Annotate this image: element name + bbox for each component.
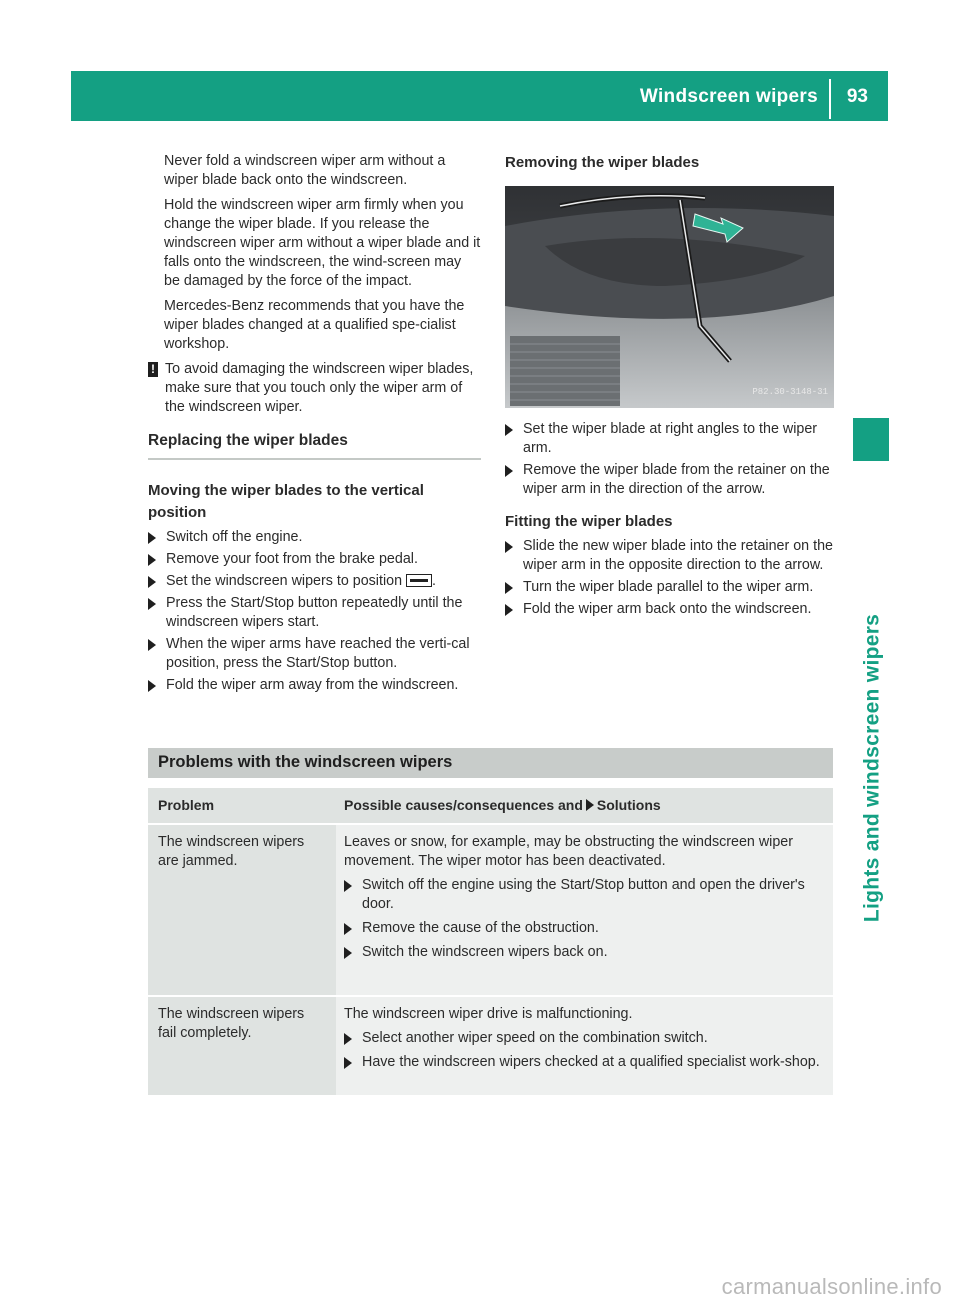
section-heading-replacing: Replacing the wiper blades (148, 431, 481, 460)
causes-cell (336, 997, 833, 1095)
step-text: Remove your foot from the brake pedal. (166, 551, 418, 567)
step-arrow-icon (344, 1033, 352, 1045)
table-header-row (148, 788, 833, 823)
column-header-causes-prefix: Possible causes/consequences and (344, 797, 583, 813)
instruction-step (148, 676, 481, 695)
instruction-step (148, 635, 481, 673)
heading-removing-wiper-blades: Removing the wiper blades (505, 154, 700, 171)
header-divider (829, 79, 831, 119)
page-number: 93 (846, 86, 868, 107)
column-header-causes (336, 788, 833, 823)
step-text: Switch off the engine. (166, 529, 303, 545)
instruction-step (148, 550, 481, 569)
step-text: Fold the wiper arm away from the windscreen. (166, 677, 459, 693)
instruction-step (148, 594, 481, 632)
wiper-blade-photo (505, 186, 834, 408)
instruction-step (505, 461, 835, 499)
instruction-step (148, 528, 481, 547)
wiper-illustration (505, 186, 834, 408)
heading-fitting-wiper-blades: Fitting the wiper blades (505, 513, 673, 530)
intro-paragraph: Mercedes-Benz recommends that you have the wiper blades changed at a qualified spe-cialist workshop. (164, 298, 465, 352)
step-text: Remove the cause of the obstruction. (362, 920, 599, 936)
step-text: Select another wiper speed on the combination switch. (362, 1030, 708, 1046)
step-text: Set the wiper blade at right angles to the wiper arm. (523, 421, 818, 456)
warning-text: To avoid damaging the windscreen wiper blades, make sure that you touch only the wiper arm of the windscreen wiper. (165, 361, 474, 415)
step-text: When the wiper arms have reached the verti-cal position, press the Start/Stop button. (166, 636, 470, 671)
instruction-step (148, 572, 481, 591)
watermark-text: carmanualsonline.info (721, 1274, 942, 1299)
step-arrow-icon (505, 582, 513, 594)
left-column (148, 152, 481, 698)
solution-step (344, 919, 823, 938)
step-arrow-icon (148, 576, 156, 588)
cause-text: The windscreen wiper drive is malfunctioning. (344, 1006, 633, 1022)
right-column (505, 152, 835, 622)
wiper-off-position-icon (406, 574, 432, 587)
header-title: Windscreen wipers (639, 86, 818, 107)
subheading-vertical-position: Moving the wiper blades to the vertical position (148, 482, 424, 521)
solution-step (344, 1029, 823, 1048)
chapter-tab-label: Lights and windscreen wipers (860, 613, 884, 923)
chapter-tab-marker (853, 418, 889, 461)
step-arrow-icon (344, 880, 352, 892)
step-text: Remove the wiper blade from the retainer on the wiper arm in the direction of the arrow. (523, 462, 830, 497)
instruction-step (505, 420, 835, 458)
table-row (148, 997, 833, 1095)
warning-icon: ! (148, 362, 158, 377)
instruction-step (505, 600, 835, 619)
intro-paragraph: Never fold a windscreen wiper arm without a wiper blade back onto the windscreen. (164, 153, 446, 188)
intro-paragraph: Hold the windscreen wiper arm firmly when you change the wiper blade. If you release the windscreen wiper arm without a wiper blade and it falls onto the windscreen, the wind-screen may be damaged by the force of the impact. (164, 197, 481, 289)
step-arrow-icon (505, 465, 513, 477)
image-reference-label: P82.30-3148-31 (752, 387, 828, 397)
step-text: Slide the new wiper blade into the retainer on the wiper arm in the opposite direction to the arrow. (523, 538, 833, 573)
table-row (148, 825, 833, 995)
cause-text: Leaves or snow, for example, may be obstructing the windscreen wiper movement. The wiper motor has been deactivated. (344, 834, 793, 869)
column-header-solutions: Solutions (596, 797, 661, 813)
step-text: Set the windscreen wipers to position (166, 573, 403, 589)
step-arrow-icon (148, 639, 156, 651)
step-arrow-icon (505, 541, 513, 553)
step-arrow-icon (148, 554, 156, 566)
warning-note (148, 360, 481, 417)
step-arrow-icon (344, 1057, 352, 1069)
problems-section-title: Problems with the windscreen wipers (158, 753, 453, 771)
step-arrow-icon (148, 532, 156, 544)
instruction-step (505, 578, 835, 597)
problem-cell: The windscreen wipers are jammed. (148, 825, 336, 995)
step-arrow-icon (505, 604, 513, 616)
step-arrow-icon (505, 424, 513, 436)
step-text-end: . (432, 573, 437, 589)
step-arrow-icon (148, 680, 156, 692)
page-header (71, 71, 888, 121)
step-arrow-icon (148, 598, 156, 610)
step-text: Fold the wiper arm back onto the windscreen. (523, 601, 812, 617)
instruction-step (505, 537, 835, 575)
problem-cell: The windscreen wipers fail completely. (148, 997, 336, 1095)
problems-table (148, 788, 833, 1095)
step-text: Press the Start/Stop button repeatedly until the windscreen wipers start. (166, 595, 463, 630)
step-text: Switch off the engine using the Start/Stop button and open the driver's door. (362, 877, 805, 912)
solution-step (344, 876, 823, 914)
solution-arrow-icon (586, 799, 594, 811)
column-header-problem: Problem (148, 788, 336, 823)
solution-step (344, 1053, 823, 1072)
problems-section-bar (148, 748, 833, 778)
step-text: Turn the wiper blade parallel to the wiper arm. (523, 579, 814, 595)
step-text: Switch the windscreen wipers back on. (362, 944, 608, 960)
causes-cell (336, 825, 833, 995)
step-arrow-icon (344, 947, 352, 959)
solution-step (344, 943, 823, 962)
step-arrow-icon (344, 923, 352, 935)
step-text: Have the windscreen wipers checked at a qualified specialist work-shop. (362, 1054, 820, 1070)
